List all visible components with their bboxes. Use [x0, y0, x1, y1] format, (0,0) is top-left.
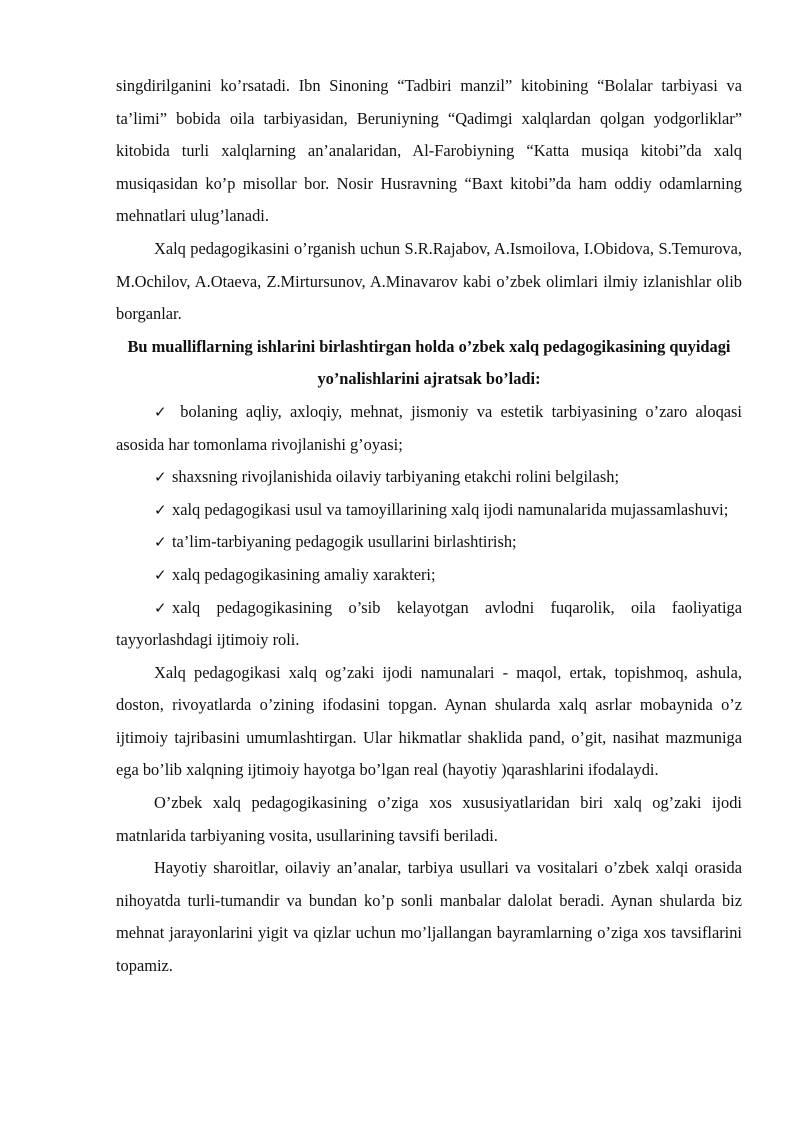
- list-item: [116, 461, 742, 494]
- document-page: [116, 70, 742, 983]
- list-item: [116, 396, 742, 461]
- paragraph: Xalq pedagogikasi xalq og’zaki ijodi namunalari - maqol, ertak, topishmoq, ashula, doston, rivoyatlarda o’zining ifodasini topgan. Aynan shularda xalq asrlar mobaynida o’z ijtimoiy tajribasini umumlashtirgan. Ular hikmatlar shaklida pand, o’git, nasihat mazmuniga ega bo’lib xalqning ijtimoiy hayotga bo’lgan real (hayotiy )qarashlarini ifodalaydi.: [116, 662, 742, 780]
- list-item: [116, 526, 742, 559]
- check-icon: ✓: [154, 402, 167, 421]
- check-icon: ✓: [154, 468, 167, 487]
- list-item-text: xalq pedagogikasining o’sib kelayotgan avlodni fuqarolik, oila faoliyatiga tayyorlashdagi ijtimoiy roli.: [116, 597, 742, 650]
- list-item: [116, 494, 742, 527]
- check-icon: ✓: [154, 565, 167, 584]
- check-icon: ✓: [154, 533, 167, 552]
- paragraph: Hayotiy sharoitlar, oilaviy an’analar, tarbiya usullari va vositalari o’zbek xalqi orasida nihoyatda turli-tumandir va bundan ko’p sonli manbalar dalolat beradi. Aynan shularda biz mehnat jarayonlarini yigit va qizlar uchun mo’ljallangan bayramlarning o’ziga xos tavsiflarini topamiz.: [116, 858, 742, 976]
- list-item-text: bolaning aqliy, axloqiy, mehnat, jismoniy va estetik tarbiyasining o’zaro aloqasi asosida har tomonlama rivojlanishi g’oyasi;: [116, 401, 742, 454]
- paragraph: O’zbek xalq pedagogikasining o’ziga xos xususiyatlaridan biri xalq og’zaki ijodi matnlarida tarbiyaning vosita, usullarining tavsifi beriladi.: [116, 793, 742, 845]
- list-item-text: xalq pedagogikasining amaliy xarakteri;: [172, 564, 436, 584]
- section-heading: Bu mualliflarning ishlarini birlashtirgan holda o’zbek xalq pedagogikasining quyidagi yo’nalishlarini ajratsak bo’ladi:: [127, 336, 731, 389]
- list-item: [116, 559, 742, 592]
- list-item-text: xalq pedagogikasi usul va tamoyillarining xalq ijodi namunalarida mujassamlashuvi;: [172, 499, 729, 519]
- paragraph: Xalq pedagogikasini o’rganish uchun S.R.Rajabov, A.Ismoilova, I.Obidova, S.Temurova, M.Ochilov, A.Otaeva, Z.Mirtursunov, A.Minavarov kabi o’zbek olimlari ilmiy izlanishlar olib borganlar.: [116, 238, 742, 324]
- paragraph: singdirilganini ko’rsatadi. Ibn Sinoning “Tadbiri manzil” kitobining “Bolalar tarbiyasi va ta’limi” bobida oila tarbiyasidan, Beruniyning “Qadimgi xalqlardan qolgan yodgorliklar” kitobida turli xalqlarning an’analaridan, Al-Farobiyning “Katta musiqa kitobi”da xalq musiqasidan ko’p misollar bor. Nosir Husravning “Baxt kitobi”da ham oddiy odamlarning mehnatlari ulug’lanadi.: [116, 76, 742, 226]
- list-item-text: ta’lim-tarbiyaning pedagogik usullarini birlashtirish;: [172, 532, 517, 552]
- check-icon: ✓: [154, 598, 167, 617]
- check-icon: ✓: [154, 500, 167, 519]
- list-item-text: shaxsning rivojlanishida oilaviy tarbiyaning etakchi rolini belgilash;: [172, 467, 620, 487]
- list-item: [116, 592, 742, 657]
